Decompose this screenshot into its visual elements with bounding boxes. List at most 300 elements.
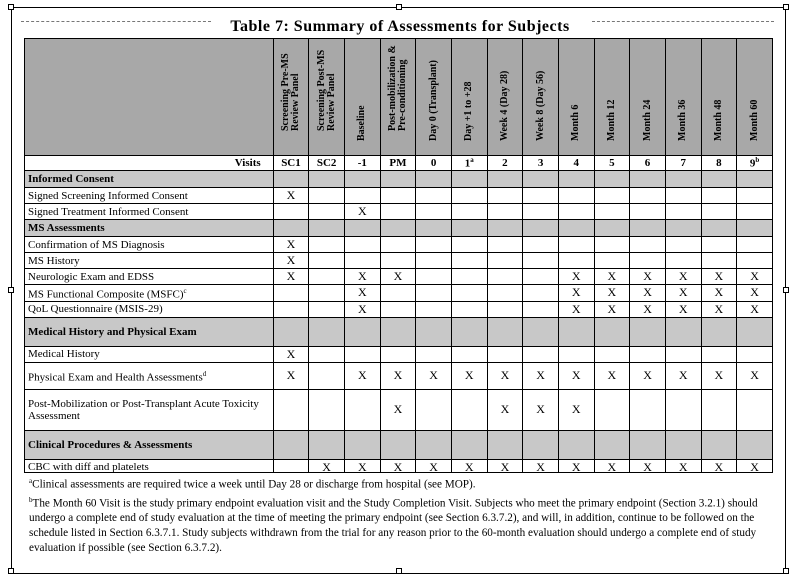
column-header-wrap: [274, 39, 309, 155]
assessment-name: MS History: [28, 254, 80, 267]
section-cell: [630, 171, 666, 188]
column-header-label: Month 48: [712, 99, 724, 141]
section-cell: [487, 430, 523, 459]
assessment-cell: [701, 346, 737, 362]
assessment-name: Signed Treatment Informed Consent: [28, 205, 189, 218]
column-header-wrap: [737, 39, 772, 155]
column-header-label: Month 60: [748, 99, 760, 141]
column-header-label: Screening Post-MS Review Panel: [315, 49, 337, 131]
section-cell: [451, 430, 487, 459]
assessment-cell: [380, 301, 416, 317]
assessment-cell: [451, 188, 487, 204]
section-cell: [487, 171, 523, 188]
assessment-cell: [737, 389, 773, 430]
assessment-cell: [451, 253, 487, 269]
section-cell: [630, 317, 666, 346]
visit-code-value: 4: [573, 157, 579, 169]
assessment-cell: [309, 346, 345, 362]
assessment-cell: [523, 237, 559, 253]
assessment-mark: X: [523, 389, 559, 430]
section-cell: [309, 220, 345, 237]
resize-handle-left-center[interactable]: [8, 287, 14, 293]
assessment-name: Neurologic Exam and EDSS: [28, 270, 155, 283]
assessment-cell: [451, 301, 487, 317]
assessment-mark: X: [665, 269, 701, 285]
resize-handle-bottom-left[interactable]: [8, 568, 14, 574]
column-header-label: Day +1 to +28: [463, 81, 475, 141]
section-cell: [737, 171, 773, 188]
table-row: [25, 285, 773, 302]
column-header: [523, 39, 559, 156]
assessment-cell: [416, 269, 452, 285]
assessment-mark: X: [594, 459, 630, 472]
assessment-cell: [630, 346, 666, 362]
assessment-label: [25, 269, 274, 285]
section-cell: [416, 220, 452, 237]
section-cell: [273, 220, 309, 237]
table-row: [25, 237, 773, 253]
assessment-cell: [309, 301, 345, 317]
assessment-mark: X: [665, 459, 701, 472]
resize-handle-top-center[interactable]: [396, 4, 402, 10]
section-cell: [630, 220, 666, 237]
section-cell: [416, 171, 452, 188]
assessment-cell: [309, 285, 345, 302]
column-header-label: Baseline: [356, 105, 368, 141]
assessment-cell: [701, 204, 737, 220]
visit-code-value: SC2: [316, 157, 337, 169]
column-header: [416, 39, 452, 156]
assessment-cell: [630, 204, 666, 220]
column-header-label: Week 4 (Day 28): [498, 70, 510, 141]
visit-code: [344, 156, 380, 171]
column-header-wrap: [523, 39, 558, 155]
visit-code-value: 0: [430, 157, 437, 169]
assessment-cell: [665, 253, 701, 269]
column-header-wrap: [381, 39, 416, 155]
column-header: [594, 39, 630, 156]
assessment-cell: [558, 204, 594, 220]
footnote-text: The Month 60 Visit is the study primary endpoint evaluation visit and the Study Completion Visit. Subjects who meet the primary endpoint (Section 3.2.1) should undergo a complete end of study evaluation at the time of meeting the primary endpoint (see Section 6.3.7.2), and will, in addition, continue to be followed on the schedule listed in Section 6.3.7.1. Study subjects withdrawn from the trial for any reason prior to the 60-month evaluation should undergo a complete end of study evaluation if possible (see Section 6.3.7.2).: [29, 497, 758, 555]
column-header-label: Month 24: [641, 99, 653, 141]
visit-code-value: 3: [537, 157, 544, 169]
assessment-mark: X: [737, 362, 773, 389]
assessment-cell: [630, 237, 666, 253]
resize-handle-right-center[interactable]: [783, 287, 789, 293]
assessment-cell: [523, 285, 559, 302]
assessment-mark: X: [558, 301, 594, 317]
column-header-label: Week 8 (Day 56): [534, 70, 546, 141]
assessment-cell: [701, 253, 737, 269]
assessment-cell: [487, 204, 523, 220]
section-cell: [451, 171, 487, 188]
column-header-label: Day 0 (Transplant): [427, 60, 439, 141]
column-header: [309, 39, 345, 156]
section-cell: [523, 430, 559, 459]
visit-code-value: 5: [609, 157, 615, 169]
assessment-cell: [416, 253, 452, 269]
assessment-mark: X: [701, 269, 737, 285]
column-header-wrap: [488, 39, 523, 155]
assessment-cell: [380, 204, 416, 220]
assessment-cell: [665, 346, 701, 362]
assessment-cell: [737, 237, 773, 253]
assessment-name: Signed Screening Informed Consent: [28, 189, 188, 202]
assessment-mark: X: [487, 389, 523, 430]
assessment-table: [24, 38, 773, 472]
assessment-cell: [523, 204, 559, 220]
column-header-label: Post-mobilization & Pre-conditioning: [386, 45, 408, 131]
section-cell: [309, 171, 345, 188]
section-label: Clinical Procedures & Assessments: [25, 430, 274, 459]
assessment-name: Physical Exam and Health Assessments: [28, 371, 203, 384]
visit-code-value: PM: [389, 157, 407, 169]
visit-code: [594, 156, 630, 171]
assessment-cell: [344, 188, 380, 204]
assessment-mark: X: [380, 389, 416, 430]
assessment-cell: [309, 362, 345, 389]
assessment-cell: [487, 253, 523, 269]
footnote: [29, 474, 769, 493]
visit-code-value: 7: [680, 157, 686, 169]
assessment-name: QoL Questionnaire (MSIS-29): [28, 303, 163, 316]
table-row: [25, 188, 773, 204]
assessment-mark: X: [523, 362, 559, 389]
column-header: [451, 39, 487, 156]
assessment-mark: X: [737, 269, 773, 285]
table-title: Table 7: Summary of Assessments for Subjects: [230, 18, 570, 35]
assessment-label: [25, 253, 274, 269]
assessment-mark: X: [487, 362, 523, 389]
assessment-cell: [380, 346, 416, 362]
assessment-cell: [416, 285, 452, 302]
section-cell: [523, 220, 559, 237]
section-cell: [737, 220, 773, 237]
visit-code: [380, 156, 416, 171]
assessment-mark: X: [701, 301, 737, 317]
assessment-mark: X: [630, 459, 666, 472]
assessment-mark: X: [273, 346, 309, 362]
section-cell: [380, 317, 416, 346]
section-header-row: [25, 171, 773, 188]
section-cell: [380, 171, 416, 188]
assessment-mark: X: [344, 301, 380, 317]
assessment-cell: [558, 253, 594, 269]
assessment-cell: [665, 204, 701, 220]
visit-code-value: -1: [357, 157, 367, 169]
column-header-wrap: [345, 39, 380, 155]
assessment-mark: X: [523, 459, 559, 472]
visit-code-value: 8: [716, 157, 722, 169]
assessment-mark: X: [273, 253, 309, 269]
assessment-cell: [451, 237, 487, 253]
assessment-mark: X: [273, 188, 309, 204]
footnotes: [29, 474, 769, 556]
visits-label: Visits: [25, 156, 274, 171]
assessment-cell: [451, 389, 487, 430]
section-cell: [523, 171, 559, 188]
assessment-cell: [594, 237, 630, 253]
assessment-cell: [309, 269, 345, 285]
assessment-cell: [665, 188, 701, 204]
table-row: [25, 253, 773, 269]
assessment-cell: [523, 253, 559, 269]
section-cell: [558, 317, 594, 346]
assessment-footnote-marker: d: [202, 369, 207, 378]
section-cell: [558, 430, 594, 459]
section-cell: [416, 317, 452, 346]
assessment-mark: X: [630, 285, 666, 302]
section-cell: [558, 220, 594, 237]
assessment-cell: [416, 301, 452, 317]
assessment-cell: [380, 253, 416, 269]
assessment-cell: [416, 389, 452, 430]
assessment-mark: X: [594, 269, 630, 285]
footnote: [29, 493, 769, 557]
table-row: [25, 301, 773, 317]
assessment-mark: X: [630, 269, 666, 285]
assessment-label: [25, 459, 274, 472]
column-header-wrap: [309, 39, 344, 155]
section-cell: [487, 220, 523, 237]
table-row: [25, 459, 773, 472]
column-header: [380, 39, 416, 156]
assessment-cell: [451, 269, 487, 285]
assessment-mark: X: [737, 459, 773, 472]
assessment-cell: [416, 188, 452, 204]
section-cell: [594, 430, 630, 459]
assessment-cell: [594, 204, 630, 220]
assessment-label: [25, 362, 274, 389]
assessment-cell: [487, 269, 523, 285]
section-cell: [665, 171, 701, 188]
visit-code-value: SC1: [281, 157, 301, 169]
visit-code: [558, 156, 594, 171]
column-header: [273, 39, 309, 156]
assessment-mark: X: [344, 362, 380, 389]
assessment-label: [25, 389, 274, 430]
assessment-cell: [416, 237, 452, 253]
assessment-cell: [558, 188, 594, 204]
table-bottom-border: [24, 472, 773, 473]
section-cell: [630, 430, 666, 459]
assessment-cell: [665, 237, 701, 253]
assessment-mark: X: [487, 459, 523, 472]
visit-code: [309, 156, 345, 171]
resize-handle-top-right[interactable]: [783, 4, 789, 10]
visit-footnote-marker: a: [470, 156, 474, 165]
assessment-mark: X: [416, 459, 452, 472]
column-header-wrap: [452, 39, 487, 155]
assessment-cell: [273, 459, 309, 472]
column-header: [487, 39, 523, 156]
assessment-mark: X: [416, 362, 452, 389]
section-cell: [701, 220, 737, 237]
section-cell: [416, 430, 452, 459]
resize-handle-bottom-center[interactable]: [396, 568, 402, 574]
assessment-mark: X: [273, 269, 309, 285]
section-cell: [273, 430, 309, 459]
section-cell: [594, 317, 630, 346]
section-cell: [309, 317, 345, 346]
assessment-cell: [594, 389, 630, 430]
column-header-label: Screening Pre-MS Review Panel: [279, 53, 301, 131]
footnote-marker: b: [29, 495, 33, 504]
assessment-cell: [737, 204, 773, 220]
assessment-mark: X: [737, 301, 773, 317]
visit-code: [701, 156, 737, 171]
section-label: Medical History and Physical Exam: [25, 317, 274, 346]
visit-code: [630, 156, 666, 171]
section-cell: [344, 171, 380, 188]
column-header-label: Month 12: [605, 99, 617, 141]
assessment-cell: [309, 237, 345, 253]
assessment-cell: [558, 346, 594, 362]
assessment-label: [25, 188, 274, 204]
assessment-mark: X: [309, 459, 345, 472]
section-cell: [665, 430, 701, 459]
section-cell: [309, 430, 345, 459]
assessment-cell: [344, 253, 380, 269]
assessment-mark: X: [665, 362, 701, 389]
section-cell: [558, 171, 594, 188]
assessment-cell: [344, 389, 380, 430]
assessment-cell: [451, 204, 487, 220]
visits-row: [25, 156, 773, 171]
assessment-cell: [451, 346, 487, 362]
assessment-cell: [416, 346, 452, 362]
assessment-cell: [630, 253, 666, 269]
visit-code-value: 9: [749, 157, 756, 170]
table-row: [25, 269, 773, 285]
column-header-label: Month 6: [570, 104, 582, 141]
assessment-label: [25, 285, 274, 302]
column-header: [701, 39, 737, 156]
assessment-cell: [487, 346, 523, 362]
table-row: [25, 389, 773, 430]
assessment-cell: [523, 188, 559, 204]
section-cell: [737, 317, 773, 346]
section-cell: [273, 317, 309, 346]
assessment-cell: [344, 237, 380, 253]
header-corner-cell: [25, 39, 274, 156]
assessment-mark: X: [594, 301, 630, 317]
assessment-mark: X: [273, 237, 309, 253]
assessment-cell: [737, 253, 773, 269]
section-cell: [701, 317, 737, 346]
assessment-cell: [737, 346, 773, 362]
section-cell: [344, 317, 380, 346]
column-header-label: Month 36: [677, 99, 689, 141]
assessment-cell: [380, 237, 416, 253]
column-header: [665, 39, 701, 156]
assessment-cell: [273, 389, 309, 430]
column-header-wrap: [630, 39, 665, 155]
assessment-footnote-marker: c: [183, 287, 187, 295]
assessment-mark: X: [630, 301, 666, 317]
assessment-cell: [309, 389, 345, 430]
footnote-text: Clinical assessments are required twice a week until Day 28 or discharge from hospital (see MOP).: [32, 478, 476, 491]
visit-code-value: 1: [464, 157, 471, 170]
assessment-mark: X: [594, 285, 630, 302]
column-header: [344, 39, 380, 156]
assessment-cell: [273, 285, 309, 302]
assessment-mark: X: [558, 389, 594, 430]
visit-code-value: 2: [502, 157, 508, 169]
assessment-cell: [523, 269, 559, 285]
section-cell: [594, 171, 630, 188]
section-cell: [701, 430, 737, 459]
assessment-mark: X: [380, 362, 416, 389]
resize-handle-bottom-right[interactable]: [783, 568, 789, 574]
assessment-mark: X: [737, 285, 773, 302]
section-cell: [665, 317, 701, 346]
assessment-name: CBC with diff and platelets: [28, 461, 149, 472]
assessment-cell: [665, 389, 701, 430]
visit-code: [737, 156, 773, 171]
assessment-mark: X: [701, 459, 737, 472]
assessment-cell: [273, 301, 309, 317]
assessment-mark: X: [701, 362, 737, 389]
section-header-row: [25, 430, 773, 459]
section-cell: [380, 430, 416, 459]
assessment-label: [25, 204, 274, 220]
section-header-row: [25, 317, 773, 346]
section-cell: [344, 220, 380, 237]
resize-handle-top-left[interactable]: [8, 4, 14, 10]
assessment-mark: X: [344, 204, 380, 220]
column-header-wrap: [416, 39, 451, 155]
assessment-cell: [594, 188, 630, 204]
assessment-cell: [630, 389, 666, 430]
column-header-wrap: [559, 39, 594, 155]
section-cell: [523, 317, 559, 346]
section-label: Informed Consent: [25, 171, 274, 188]
assessment-name: Confirmation of MS Diagnosis: [28, 238, 165, 251]
assessment-cell: [487, 301, 523, 317]
column-header-wrap: [595, 39, 630, 155]
assessment-label: [25, 346, 274, 362]
section-cell: [380, 220, 416, 237]
assessment-mark: X: [558, 285, 594, 302]
section-cell: [344, 430, 380, 459]
visit-code: [416, 156, 452, 171]
assessment-mark: X: [665, 301, 701, 317]
visit-code: [487, 156, 523, 171]
assessment-cell: [701, 188, 737, 204]
assessment-cell: [309, 188, 345, 204]
assessment-cell: [487, 188, 523, 204]
assessment-cell: [451, 285, 487, 302]
section-label: MS Assessments: [25, 220, 274, 237]
assessment-cell: [701, 389, 737, 430]
assessment-label: [25, 301, 274, 317]
assessment-name: MS Functional Composite (MSFC): [28, 288, 184, 301]
column-header: [558, 39, 594, 156]
section-cell: [451, 220, 487, 237]
assessment-cell: [523, 346, 559, 362]
schedule-table: [24, 38, 773, 472]
section-cell: [273, 171, 309, 188]
footnote-marker: a: [29, 477, 33, 485]
column-header: [737, 39, 773, 156]
section-cell: [737, 430, 773, 459]
assessment-mark: X: [273, 362, 309, 389]
assessment-mark: X: [558, 459, 594, 472]
assessment-cell: [380, 188, 416, 204]
visit-footnote-marker: b: [755, 156, 760, 165]
assessment-cell: [523, 301, 559, 317]
